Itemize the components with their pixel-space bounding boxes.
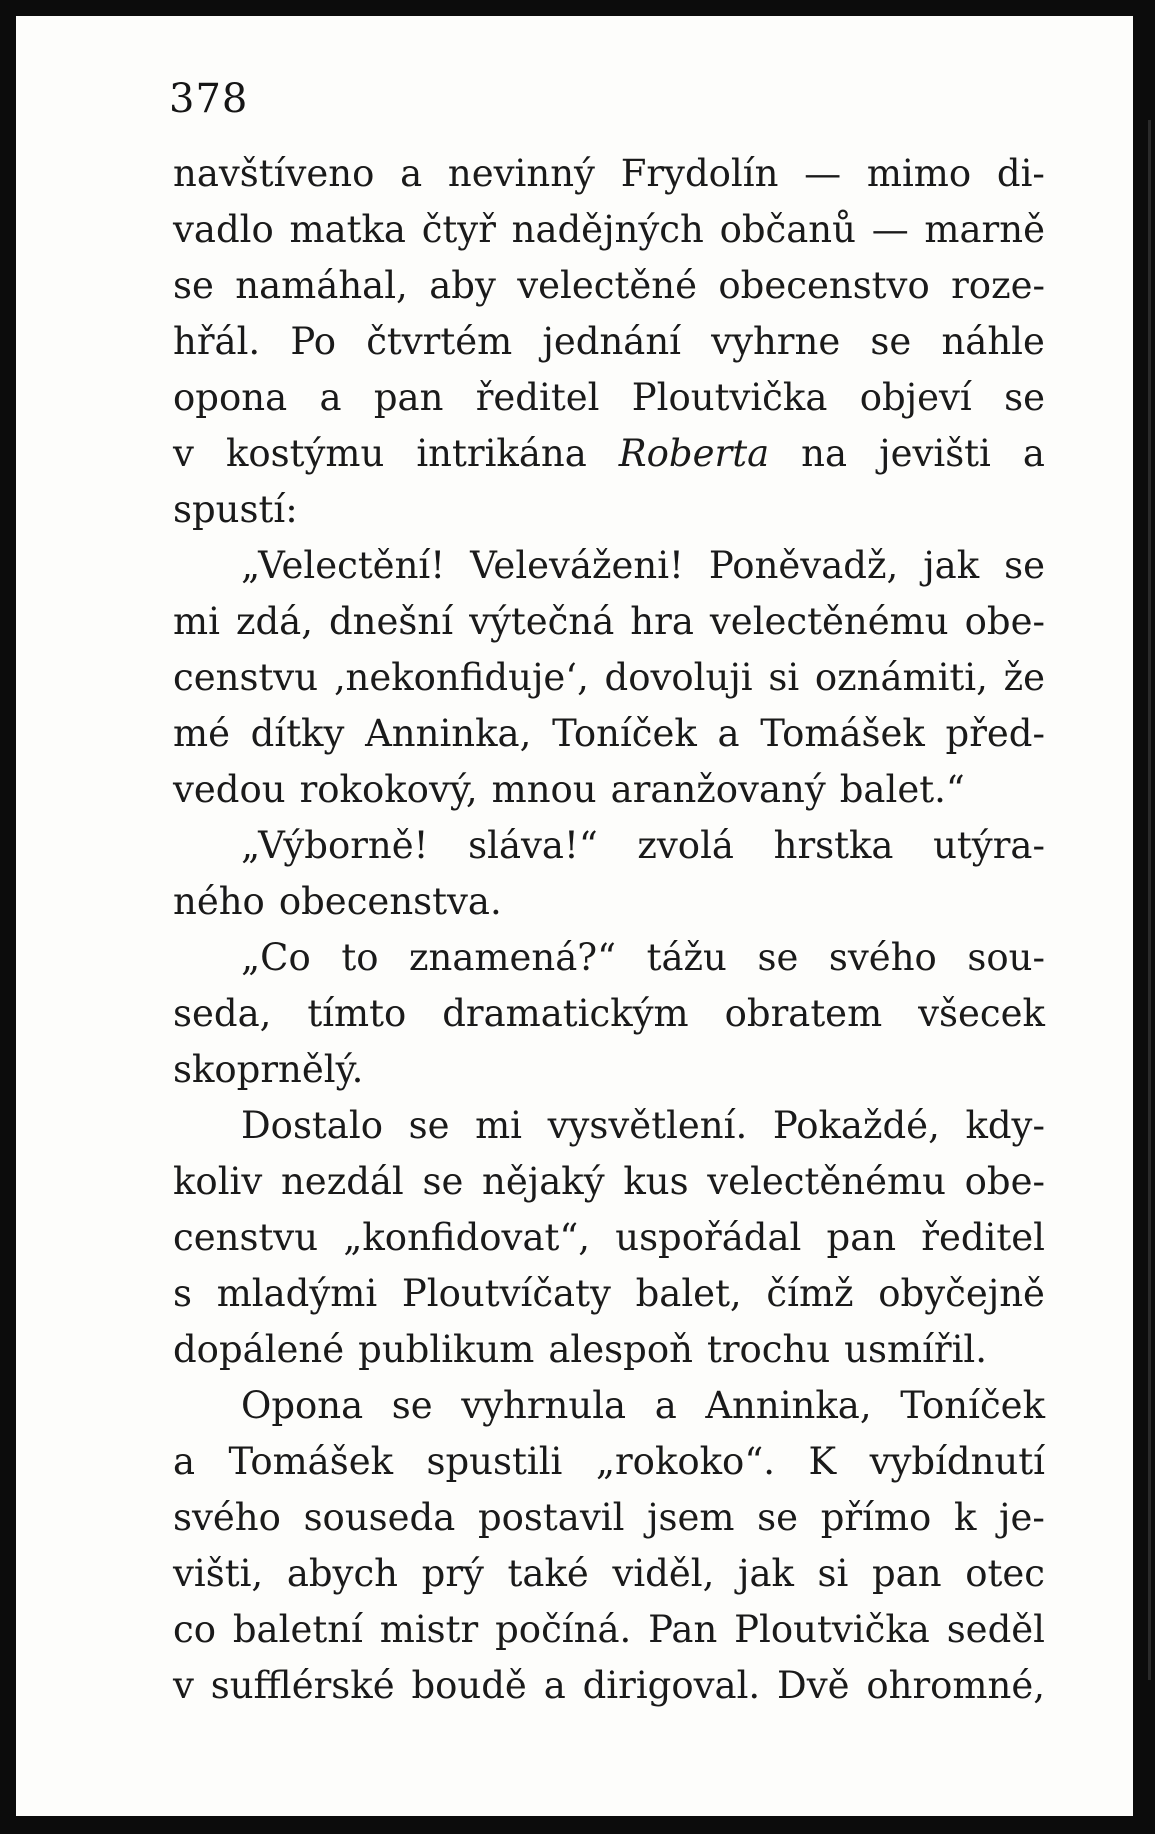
word: Toníček: [900, 1384, 1045, 1427]
word: mimo: [866, 152, 972, 195]
text-line: [173, 874, 1045, 930]
word: tážu: [646, 936, 727, 979]
page-number: 378: [169, 76, 249, 122]
word: si: [768, 656, 800, 699]
word: obratem: [724, 992, 883, 1035]
word: oznámiti,: [814, 656, 988, 699]
word: nějaký: [482, 1160, 605, 1203]
word: svého: [828, 936, 937, 979]
word: mé: [173, 712, 230, 755]
text-line: [173, 258, 1045, 314]
word: utýra-: [933, 824, 1045, 867]
book-page: [16, 16, 1133, 1816]
word: a: [717, 712, 740, 755]
word: sou-: [967, 936, 1045, 979]
word: jak: [737, 1552, 794, 1595]
word: kus: [623, 1160, 689, 1203]
text-line: [173, 1042, 1045, 1098]
word: co: [173, 1608, 216, 1651]
word: hrstka: [773, 824, 894, 867]
word: sufflérské: [210, 1664, 395, 1707]
text-line: [173, 202, 1045, 258]
word: ného: [173, 880, 265, 923]
word: Veleváženi!: [470, 544, 684, 587]
word: a: [173, 1440, 196, 1483]
word: obecenstva.: [278, 880, 502, 923]
word: dopálené: [173, 1328, 345, 1371]
word: hra: [630, 600, 694, 643]
word: „Velectění!: [241, 544, 446, 587]
word: ohromné,: [866, 1664, 1045, 1707]
word: se: [422, 1160, 464, 1203]
word: skoprnělý.: [173, 1048, 364, 1091]
text-line: [173, 538, 1045, 594]
word: ‚nekonfiduje‘,: [333, 656, 589, 699]
word: pan: [872, 1552, 942, 1595]
word: rokokový,: [299, 768, 478, 811]
word: se: [1004, 544, 1045, 587]
word: aby: [429, 264, 496, 307]
word: roze-: [951, 264, 1045, 307]
word: publikum: [358, 1328, 535, 1371]
word: mnou: [491, 768, 597, 811]
word: „konfidovat“,: [343, 1216, 591, 1259]
word: nezdál: [280, 1160, 404, 1203]
word: znamená?“: [409, 936, 617, 979]
word: di-: [996, 152, 1045, 195]
word: Roberta: [618, 432, 770, 475]
word: všecek: [918, 992, 1045, 1035]
word: Po: [290, 320, 337, 363]
word: sláva!“: [468, 824, 598, 867]
text-line: [173, 482, 1045, 538]
word: se: [757, 936, 799, 979]
text-line: [173, 1434, 1045, 1490]
word: se: [1004, 376, 1045, 419]
text-line: [173, 1602, 1045, 1658]
word: Anninka,: [705, 1384, 872, 1427]
word: „Výborně!: [241, 824, 429, 867]
word: K: [808, 1440, 837, 1483]
scan-edge-mark: [1148, 120, 1151, 1680]
word: Pan: [648, 1608, 718, 1651]
word: mistr: [379, 1608, 479, 1651]
word: seděl: [946, 1608, 1045, 1651]
word: Ploutvička: [734, 1608, 930, 1651]
word: dítky: [250, 712, 345, 755]
word: vadlo: [173, 208, 274, 251]
word: také: [507, 1552, 589, 1595]
word: že: [1003, 656, 1045, 699]
word: svého: [173, 1496, 281, 1539]
word: kdy-: [965, 1104, 1045, 1147]
text-line: [173, 1210, 1045, 1266]
text-line: [173, 594, 1045, 650]
text-line: [173, 650, 1045, 706]
word: baletní: [232, 1608, 363, 1651]
word: v: [173, 432, 194, 475]
word: s: [173, 1272, 192, 1315]
word: si: [817, 1552, 849, 1595]
text-line: [173, 1546, 1045, 1602]
word: viděl,: [612, 1552, 715, 1595]
word: dirigoval.: [582, 1664, 761, 1707]
word: se: [757, 1496, 799, 1539]
word: Ploutvička: [631, 376, 828, 419]
word: intrikána: [416, 432, 587, 475]
word: velectěné: [517, 264, 697, 307]
text-line: [173, 706, 1045, 762]
word: jevišti: [879, 432, 991, 475]
word: višti,: [173, 1552, 264, 1595]
word: censtvu: [173, 656, 319, 699]
word: občanů: [719, 208, 856, 251]
word: obyčejně: [878, 1272, 1045, 1315]
word: jsem: [647, 1496, 735, 1539]
word: před-: [945, 712, 1045, 755]
word: mi: [475, 1104, 522, 1147]
word: vysvětlení.: [547, 1104, 748, 1147]
word: Toníček: [552, 712, 697, 755]
word: se: [391, 1384, 433, 1427]
word: spustí:: [173, 488, 298, 531]
word: jak: [923, 544, 980, 587]
word: navštíveno: [173, 152, 375, 195]
word: Opona: [241, 1384, 364, 1427]
word: a: [654, 1384, 677, 1427]
word: Ploutvíčaty: [401, 1272, 611, 1315]
word: abych: [286, 1552, 399, 1595]
word: „rokoko“.: [595, 1440, 776, 1483]
text-line: [173, 146, 1045, 202]
word: souseda: [303, 1496, 456, 1539]
word: a: [319, 376, 342, 419]
word: Pokaždé,: [772, 1104, 940, 1147]
word: a: [543, 1664, 566, 1707]
word: a: [1022, 432, 1045, 475]
word: prý: [421, 1552, 484, 1595]
word: velectěnému: [707, 1160, 946, 1203]
word: dovoluji: [604, 656, 753, 699]
word: se: [173, 264, 214, 307]
word: ředitel: [475, 376, 600, 419]
word: vyhrne: [711, 320, 841, 363]
word: čímž: [766, 1272, 854, 1315]
text-line: [173, 818, 1045, 874]
word: náhle: [941, 320, 1045, 363]
word: hřál.: [173, 320, 261, 363]
word: obe-: [964, 1160, 1045, 1203]
word: výtečná: [469, 600, 615, 643]
word: čtyř: [421, 208, 496, 251]
word: kostýmu: [225, 432, 385, 475]
word: Tomášek: [760, 712, 925, 755]
word: ředitel: [921, 1216, 1045, 1259]
word: Tomášek: [228, 1440, 394, 1483]
text-line: [173, 930, 1045, 986]
text-line: [173, 370, 1045, 426]
word: censtvu: [173, 1216, 319, 1259]
word: se: [408, 1104, 450, 1147]
word: přímo: [820, 1496, 932, 1539]
word: mi: [173, 600, 220, 643]
text-line: [173, 1154, 1045, 1210]
word: Poněvadž,: [708, 544, 899, 587]
word: pan: [826, 1216, 897, 1259]
word: Dostalo: [241, 1104, 383, 1147]
word: vedou: [173, 768, 286, 811]
text-line: [173, 1098, 1045, 1154]
word: v: [173, 1664, 194, 1707]
word: zdá,: [235, 600, 313, 643]
word: balet,: [635, 1272, 742, 1315]
word: Dvě: [777, 1664, 850, 1707]
word: uspořádal: [615, 1216, 802, 1259]
word: trochu: [706, 1328, 831, 1371]
text-line: [173, 314, 1045, 370]
text-line: [173, 762, 1045, 818]
word: tímto: [307, 992, 407, 1035]
word: balet.“: [839, 768, 965, 811]
word: velectěnému: [709, 600, 949, 643]
word: to: [341, 936, 379, 979]
word: na: [801, 432, 848, 475]
word: čtvrtém: [366, 320, 513, 363]
word: namáhal,: [235, 264, 408, 307]
word: matka: [289, 208, 406, 251]
word: koliv: [173, 1160, 263, 1203]
word: zvolá: [637, 824, 734, 867]
text-line: [173, 426, 1045, 482]
word: vyhrnula: [461, 1384, 627, 1427]
word: dramatickým: [442, 992, 689, 1035]
word: počíná.: [495, 1608, 632, 1651]
word: usmířil.: [844, 1328, 988, 1371]
word: jednání: [542, 320, 681, 363]
text-line: [173, 986, 1045, 1042]
word: obecenstvo: [718, 264, 930, 307]
word: a: [400, 152, 423, 195]
word: pan: [373, 376, 444, 419]
word: k: [953, 1496, 977, 1539]
text-line: [173, 1490, 1045, 1546]
word: aranžovaný: [610, 768, 826, 811]
word: —: [804, 152, 842, 195]
text-line: [173, 1322, 1045, 1378]
word: „Co: [241, 936, 311, 979]
word: marně: [924, 208, 1045, 251]
word: je-: [999, 1496, 1045, 1539]
word: alespoň: [548, 1328, 693, 1371]
word: postavil: [477, 1496, 625, 1539]
text-line: [173, 1266, 1045, 1322]
word: vybídnutí: [869, 1440, 1045, 1483]
word: seda,: [173, 992, 272, 1035]
word: nadějných: [511, 208, 704, 251]
text-line: [173, 1658, 1045, 1714]
word: otec: [965, 1552, 1045, 1595]
word: mladými: [216, 1272, 378, 1315]
word: spustili: [426, 1440, 563, 1483]
body-text: [173, 146, 1045, 1714]
word: objeví: [859, 376, 972, 419]
word: —: [871, 208, 909, 251]
word: Frydolín: [620, 152, 779, 195]
text-line: [173, 1378, 1045, 1434]
word: Anninka,: [365, 712, 532, 755]
word: se: [870, 320, 912, 363]
word: boudě: [411, 1664, 527, 1707]
word: dnešní: [328, 600, 454, 643]
word: obe-: [964, 600, 1045, 643]
word: opona: [173, 376, 288, 419]
word: nevinný: [447, 152, 595, 195]
